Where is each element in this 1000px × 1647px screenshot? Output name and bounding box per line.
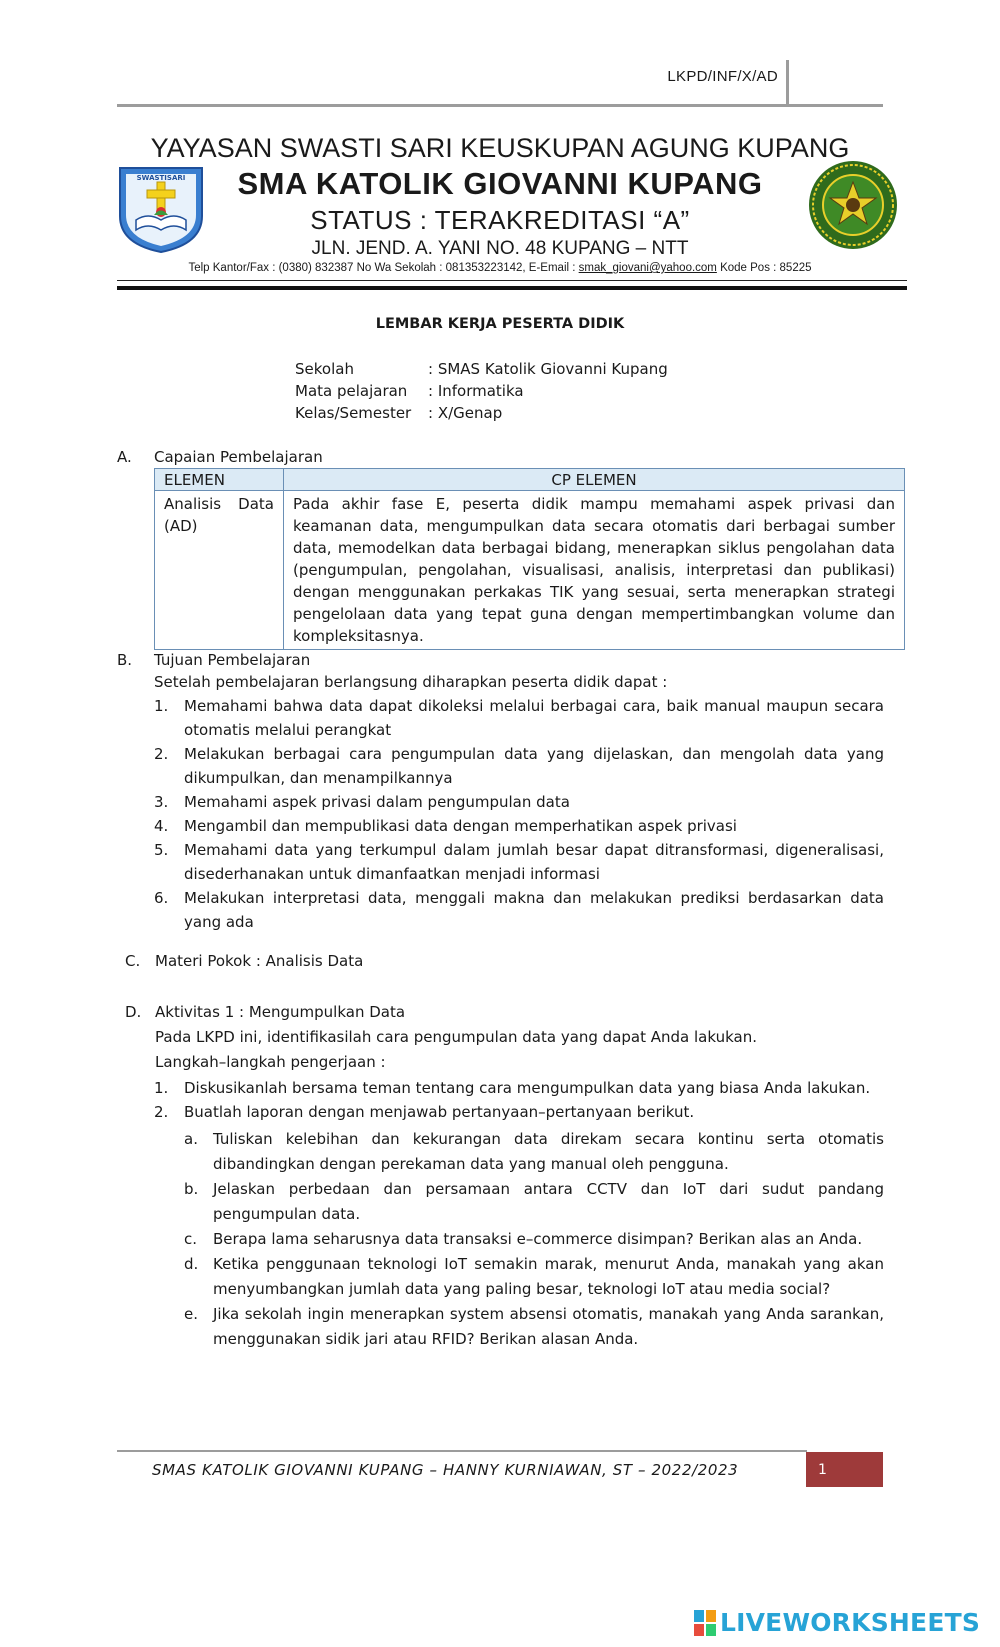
cp-description-cell: Pada akhir fase E, peserta didik mampu memahami aspek privasi dan keamanan data, mengumpulkan data secara otomatis dari berbagai sumber data, memodelkan data berbagai bidang, menerapkan siklus pengolahan data (pengumpulan, pengolahan, visualisasi, analisis, interpretasi dan publikasi) dengan menggunakan perkakas TIK yang sesuai, serta menerapkan strategi pengelolaan data yang tepat guna dengan mempertimbangkan volume dan kompleksitasnya. bbox=[293, 495, 895, 645]
letterhead-thick-rule bbox=[117, 286, 907, 290]
section-a-letter: A. bbox=[117, 448, 132, 466]
cp-table-row bbox=[155, 491, 904, 649]
section-d-letter: D. bbox=[125, 1003, 142, 1021]
list-text: Mengambil dan mempublikasi data dengan memperhatikan aspek privasi bbox=[184, 817, 737, 835]
identity-value: : Informatika bbox=[428, 382, 524, 400]
list-item bbox=[154, 790, 884, 814]
identity-block bbox=[295, 358, 668, 424]
identity-label: Mata pelajaran bbox=[295, 382, 408, 400]
page-number: 1 bbox=[806, 1452, 883, 1487]
identity-row bbox=[295, 358, 668, 380]
svg-text:SWASTISARI: SWASTISARI bbox=[136, 174, 186, 182]
identity-label: Kelas/Semester bbox=[295, 404, 412, 422]
list-text: Memahami bahwa data dapat dikoleksi melalui berbagai cara, baik manual maupun secara otomatis melalui perangkat bbox=[184, 697, 884, 739]
list-item bbox=[184, 1177, 884, 1227]
list-text: Tuliskan kelebihan dan kekurangan data direkam secara kontinu serta otomatis dibandingkan dengan perekaman data yang manual oleh pengguna. bbox=[213, 1130, 884, 1173]
list-text: Memahami aspek privasi dalam pengumpulan data bbox=[184, 793, 570, 811]
list-item bbox=[154, 886, 884, 934]
liveworksheets-wordmark: LIVEWORKSHEETS bbox=[720, 1608, 981, 1637]
cp-table-header bbox=[155, 469, 904, 491]
header-vertical-rule bbox=[786, 60, 789, 107]
list-number: 4. bbox=[154, 817, 169, 835]
list-letter: a. bbox=[184, 1130, 198, 1148]
list-letter: e. bbox=[184, 1305, 198, 1323]
cp-table bbox=[154, 468, 905, 650]
email-link[interactable]: smak_giovani@yahoo.com bbox=[578, 262, 717, 274]
list-number: 5. bbox=[154, 841, 169, 859]
list-number: 2. bbox=[154, 1103, 169, 1121]
accreditation-status: STATUS : TERAKREDITASI “A” bbox=[310, 205, 690, 235]
contact-suffix: Kode Pos : 85225 bbox=[716, 262, 812, 274]
list-text: Buatlah laporan dengan menjawab pertanyaan–pertanyaan berikut. bbox=[184, 1103, 695, 1121]
section-d-title: Aktivitas 1 : Mengumpulkan Data bbox=[155, 1003, 406, 1021]
contact-line bbox=[117, 263, 883, 275]
list-item bbox=[154, 1076, 884, 1100]
liveworksheets-brand[interactable] bbox=[694, 1608, 980, 1637]
section-b-intro: Setelah pembelajaran berlangsung diharapkan peserta didik dapat : bbox=[154, 673, 668, 691]
objectives-list bbox=[154, 694, 884, 934]
section-b-title: Tujuan Pembelajaran bbox=[154, 651, 311, 669]
steps-list bbox=[154, 1076, 884, 1124]
list-item bbox=[154, 742, 884, 790]
list-letter: b. bbox=[184, 1180, 199, 1198]
list-item bbox=[184, 1252, 884, 1302]
section-c-letter: C. bbox=[125, 952, 141, 970]
cp-header-element: ELEMEN bbox=[155, 469, 284, 490]
list-number: 3. bbox=[154, 793, 169, 811]
list-text: Memahami data yang terkumpul dalam jumlah besar dapat ditransformasi, digeneralisasi, disederhanakan untuk dimanfaatkan menjadi informasi bbox=[184, 841, 884, 883]
section-b-letter: B. bbox=[117, 651, 133, 669]
list-item bbox=[154, 814, 884, 838]
cp-element-cell: Analisis Data (AD) bbox=[155, 491, 284, 649]
list-text: Jika sekolah ingin menerapkan system absensi otomatis, manakah yang Anda sarankan, menggunakan sidik jari atau RFID? Berikan alasan Anda. bbox=[213, 1305, 884, 1348]
list-text: Diskusikanlah bersama teman tentang cara mengumpulkan data yang biasa Anda lakukan. bbox=[184, 1079, 871, 1097]
section-a-title: Capaian Pembelajaran bbox=[154, 448, 323, 466]
header-top-rule bbox=[117, 104, 883, 107]
list-text: Melakukan interpretasi data, menggali makna dan melakukan prediksi berdasarkan data yang ada bbox=[184, 889, 884, 931]
letterhead-thin-rule bbox=[117, 280, 907, 281]
foundation-name: YAYASAN SWASTI SARI KEUSKUPAN AGUNG KUPANG bbox=[150, 133, 850, 163]
list-item bbox=[184, 1302, 884, 1352]
list-number: 1. bbox=[154, 1079, 169, 1097]
list-number: 2. bbox=[154, 745, 169, 763]
liveworksheets-logo-icon bbox=[694, 1610, 716, 1636]
list-text: Melakukan berbagai cara pengumpulan data yang dijelaskan, dan mengolah data yang dikumpulkan, dan menampilkannya bbox=[184, 745, 884, 787]
list-text: Berapa lama seharusnya data transaksi e–commerce disimpan? Berikan alas an Anda. bbox=[213, 1230, 863, 1248]
list-item bbox=[184, 1227, 884, 1252]
document-code: LKPD/INF/X/AD bbox=[667, 68, 778, 85]
cp-header-cp: CP ELEMEN bbox=[551, 470, 637, 489]
school-address: JLN. JEND. A. YANI NO. 48 KUPANG – NTT bbox=[311, 238, 689, 259]
identity-value: : SMAS Katolik Giovanni Kupang bbox=[428, 360, 668, 378]
list-item bbox=[154, 838, 884, 886]
list-text: Ketika penggunaan teknologi IoT semakin marak, menurut Anda, manakah yang akan menyumbangkan jumlah data yang paling besar, teknologi IoT atau media social? bbox=[213, 1255, 884, 1298]
contact-prefix: Telp Kantor/Fax : (0380) 832387 No Wa Sekolah : 081353223142, E-Email : bbox=[188, 262, 579, 274]
list-number: 1. bbox=[154, 697, 169, 715]
list-letter: c. bbox=[184, 1230, 198, 1248]
list-item bbox=[184, 1127, 884, 1177]
section-d-steps-label: Langkah–langkah pengerjaan : bbox=[155, 1053, 386, 1071]
footer-text: SMAS KATOLIK GIOVANNI KUPANG – HANNY KURNIAWAN, ST – 2022/2023 bbox=[152, 1461, 739, 1479]
section-c-title: Materi Pokok : Analisis Data bbox=[155, 952, 364, 970]
school-name: SMA KATOLIK GIOVANNI KUPANG bbox=[237, 166, 763, 201]
section-d-intro: Pada LKPD ini, identifikasilah cara pengumpulan data yang dapat Anda lakukan. bbox=[155, 1028, 757, 1046]
list-number: 6. bbox=[154, 889, 169, 907]
list-item bbox=[154, 1100, 884, 1124]
identity-value: : X/Genap bbox=[428, 404, 503, 422]
identity-label: Sekolah bbox=[295, 360, 354, 378]
footer-rule bbox=[117, 1450, 807, 1452]
list-letter: d. bbox=[184, 1255, 199, 1273]
identity-row bbox=[295, 380, 668, 402]
list-text: Jelaskan perbedaan dan persamaan antara CCTV dan IoT dari sudut pandang pengumpulan data. bbox=[213, 1180, 884, 1223]
identity-row bbox=[295, 402, 668, 424]
list-item bbox=[154, 694, 884, 742]
worksheet-title: LEMBAR KERJA PESERTA DIDIK bbox=[375, 316, 625, 332]
questions-list bbox=[184, 1127, 884, 1352]
